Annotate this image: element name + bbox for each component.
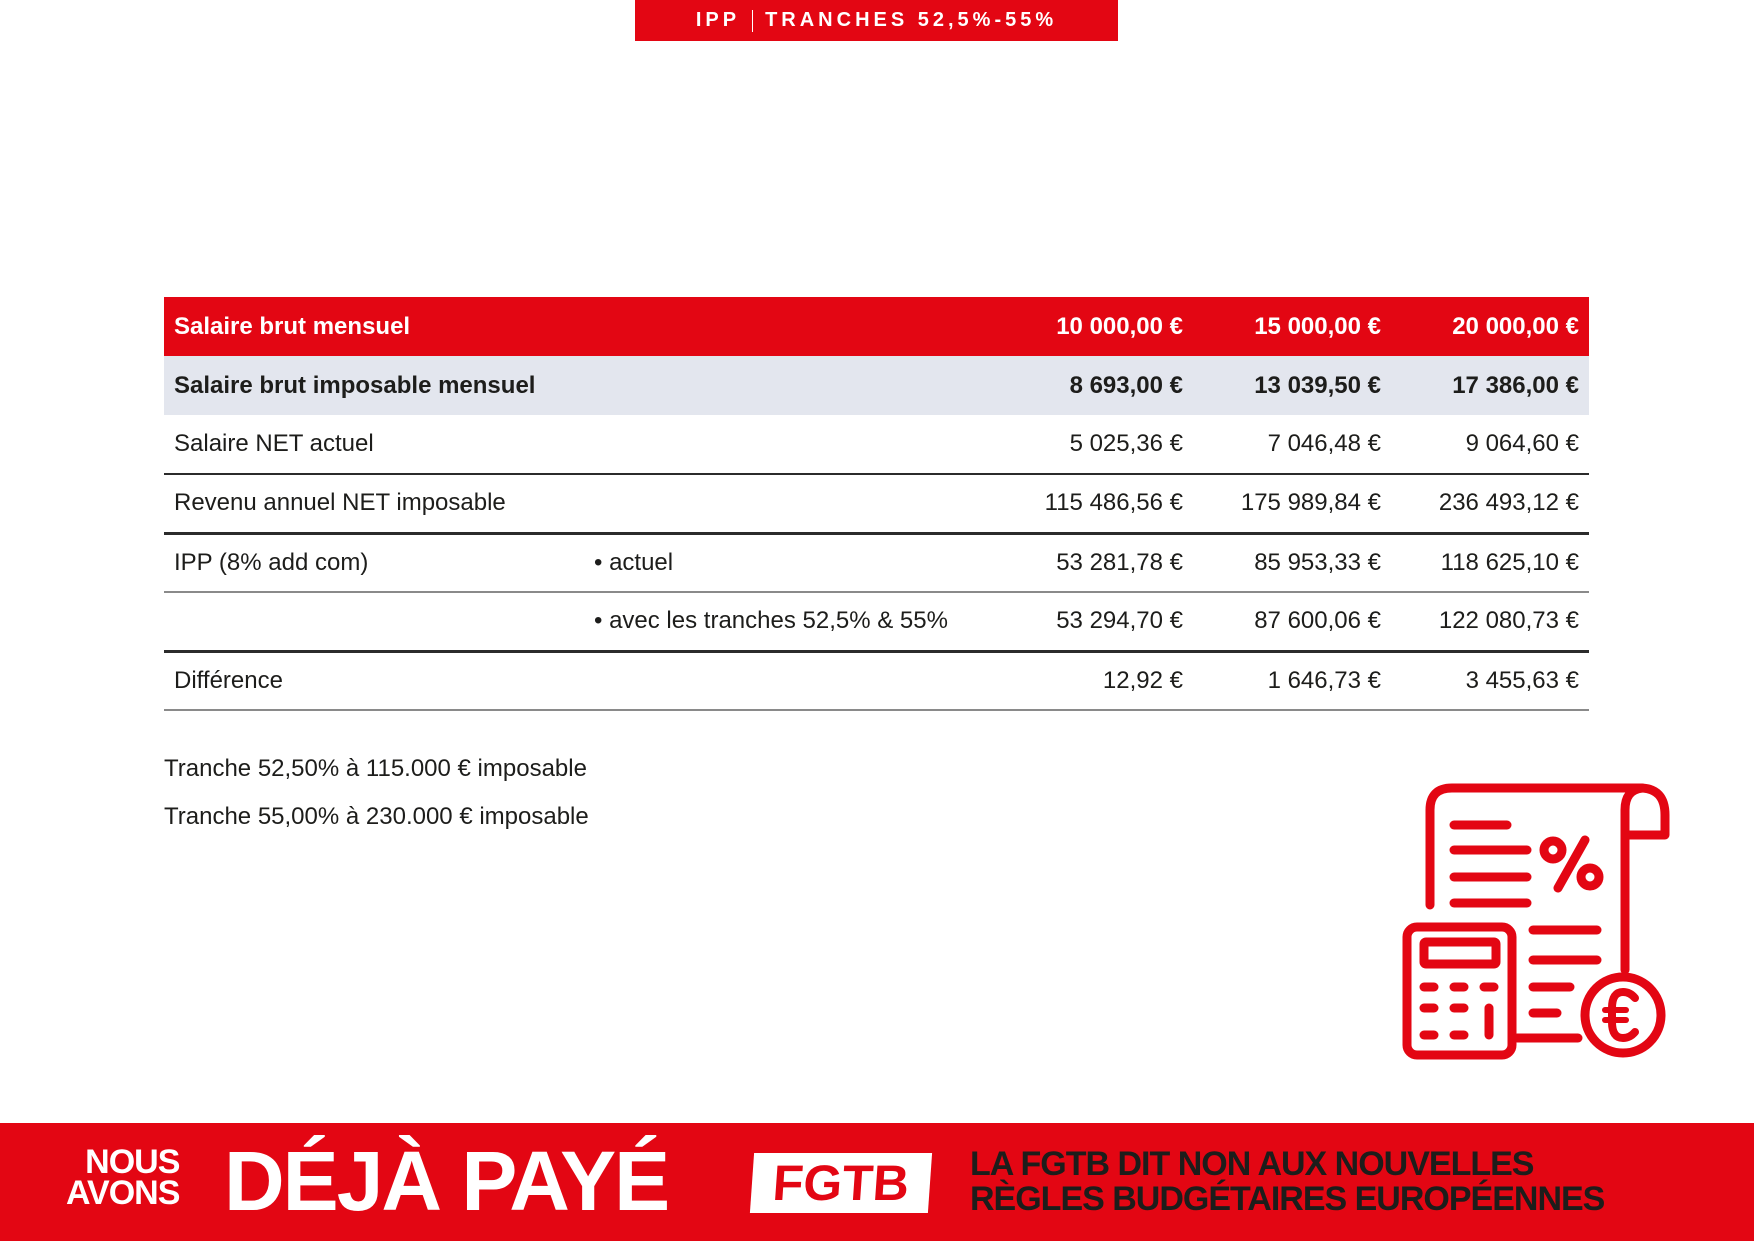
cell-value: 7 046,48 € (1193, 415, 1391, 474)
table-row (164, 651, 1589, 710)
cell-value: 9 064,60 € (1391, 415, 1589, 474)
cell-value: 53 281,78 € (995, 533, 1193, 592)
cell-value: 118 625,10 € (1391, 533, 1589, 592)
tax-comparison-table (164, 297, 1589, 711)
cell-value: 1 646,73 € (1193, 651, 1391, 710)
row-label: Salaire brut mensuel (174, 312, 411, 340)
footer-nous: NOUS (85, 1143, 180, 1181)
cell-value: 8 693,00 € (1069, 371, 1183, 399)
cell-value: 85 953,33 € (1193, 533, 1391, 592)
cell-value: 5 025,36 € (995, 415, 1193, 474)
fgtb-logo: FGTB (750, 1153, 932, 1213)
table-row (164, 474, 1589, 533)
tax-calculator-icon (1390, 770, 1690, 1070)
table-row (164, 415, 1589, 474)
cell-value: 17 386,00 € (1452, 371, 1579, 399)
cell-value: 3 455,63 € (1391, 651, 1589, 710)
cell-value: 236 493,12 € (1391, 474, 1589, 533)
tranche-notes (164, 745, 589, 841)
cell-value: 175 989,84 € (1193, 474, 1391, 533)
cell-value: 13 039,50 € (1254, 371, 1381, 399)
table-row (164, 592, 1589, 651)
cell-value: 53 294,70 € (995, 592, 1193, 651)
title-part-ipp: IPP (695, 9, 741, 31)
campaign-footer-banner (0, 1123, 1754, 1241)
cell-value: 12,92 € (995, 651, 1193, 710)
note: Tranche 55,00% à 230.000 € imposable (164, 803, 589, 830)
footer-slogan (970, 1147, 1604, 1217)
section-title-banner (635, 0, 1118, 41)
cell-value: 87 600,06 € (1193, 592, 1391, 651)
note: Tranche 52,50% à 115.000 € imposable (164, 755, 587, 782)
title-part-tranches: TRANCHES 52,5%-55% (765, 9, 1058, 31)
footer-nous-avons (66, 1143, 180, 1212)
row-label: Différence (164, 651, 995, 710)
cell-value: 15 000,00 € (1254, 312, 1381, 340)
row-label: IPP (8% add com) (164, 533, 584, 592)
table-row (164, 533, 1589, 592)
row-sublabel: • avec les tranches 52,5% & 55% (584, 592, 995, 651)
footer-avons: AVONS (66, 1174, 180, 1212)
cell-value: 20 000,00 € (1452, 312, 1579, 340)
slogan-line: RÈGLES BUDGÉTAIRES EUROPÉENNES (970, 1180, 1605, 1218)
row-label (164, 592, 584, 651)
row-label: Salaire brut imposable mensuel (174, 371, 536, 399)
row-sublabel: • actuel (584, 533, 995, 592)
footer-deja-paye: DÉJÀ PAYÉ (224, 1134, 669, 1228)
cell-value: 115 486,56 € (995, 474, 1193, 533)
cell-value: 122 080,73 € (1391, 592, 1589, 651)
slogan-line: LA FGTB DIT NON AUX NOUVELLES (970, 1145, 1534, 1183)
table-row (164, 356, 1589, 415)
row-label: Revenu annuel NET imposable (164, 474, 995, 533)
title-separator (752, 10, 753, 32)
cell-value: 10 000,00 € (1056, 312, 1183, 340)
row-label: Salaire NET actuel (164, 415, 995, 474)
table-header-row (164, 297, 1589, 356)
